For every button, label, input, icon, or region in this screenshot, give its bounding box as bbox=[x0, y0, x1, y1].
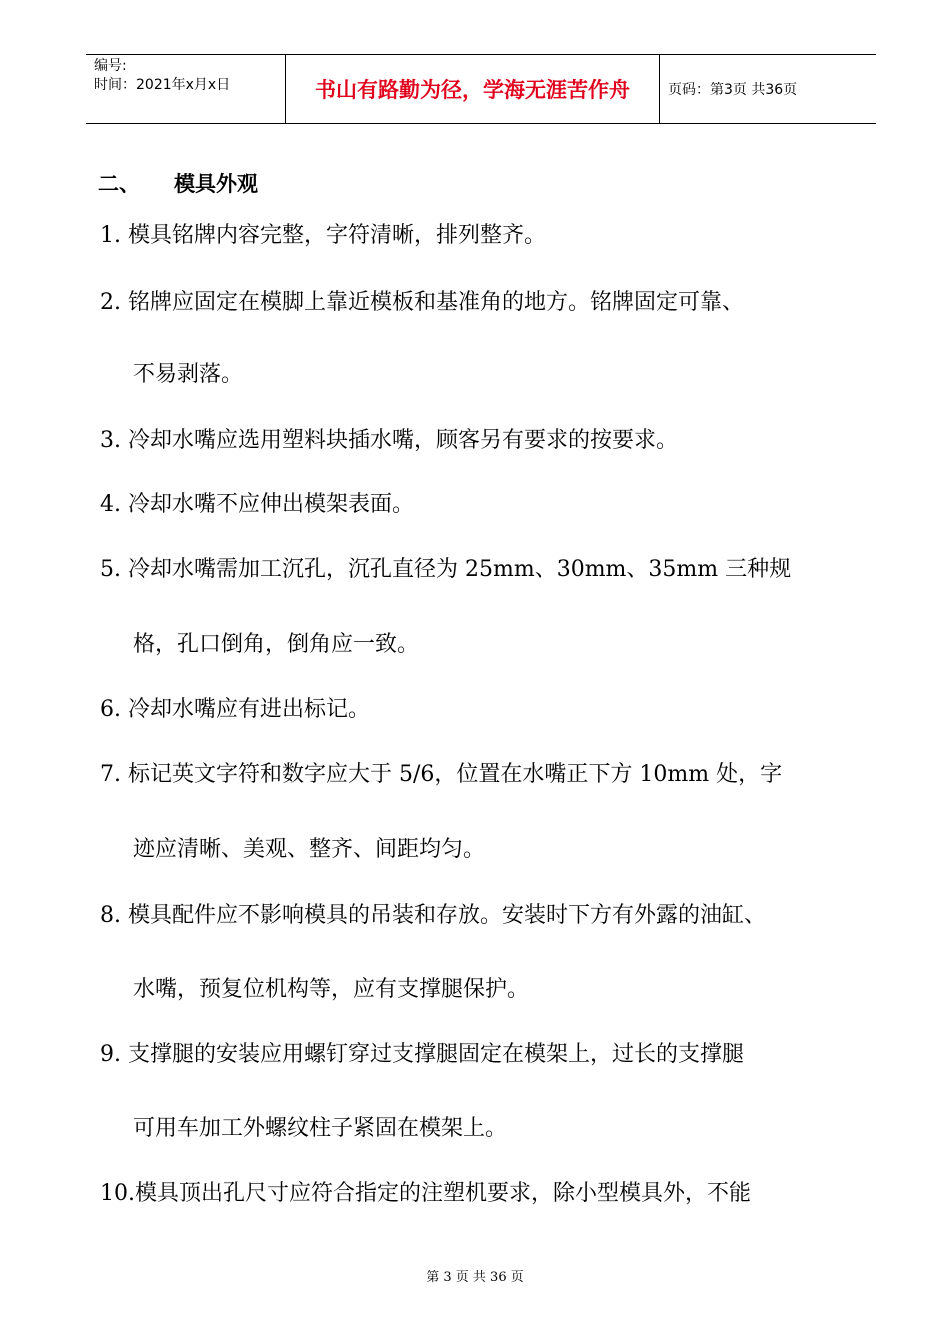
body-line: 1. 模具铭牌内容完整，字符清晰，排列整齐。 bbox=[100, 223, 546, 248]
time-label: 时间：2021年x月x日 bbox=[94, 77, 231, 93]
body-line: 5. 冷却水嘴需加工沉孔，沉孔直径为 25mm、30mm、35mm 三种规 bbox=[100, 557, 792, 582]
body-line: 6. 冷却水嘴应有进出标记。 bbox=[100, 697, 370, 722]
body-line: 不易剥落。 bbox=[133, 362, 244, 387]
body-line: 格，孔口倒角，倒角应一致。 bbox=[133, 632, 420, 657]
header-meta bbox=[86, 55, 286, 123]
header-page-label: 页码：第3页 共36页 bbox=[668, 82, 798, 98]
header-motto: 书山有路勤为径，学海无涯苦作舟 bbox=[286, 55, 660, 123]
section-index: 二、 bbox=[98, 172, 140, 196]
body-line: 3. 冷却水嘴应选用塑料块插水嘴，顾客另有要求的按要求。 bbox=[100, 428, 678, 453]
body-line: 迹应清晰、美观、整齐、间距均匀。 bbox=[133, 837, 486, 862]
section-heading bbox=[98, 168, 258, 198]
number-label: 编号: bbox=[94, 58, 127, 74]
page-footer: 第 3 页 共 36 页 bbox=[426, 1270, 524, 1285]
body-line: 8. 模具配件应不影响模具的吊装和存放。安装时下方有外露的油缸、 bbox=[100, 903, 766, 928]
body-line: 9. 支撑腿的安装应用螺钉穿过支撑腿固定在模架上，过长的支撑腿 bbox=[100, 1042, 744, 1067]
section-title: 模具外观 bbox=[174, 172, 258, 196]
page-header bbox=[86, 54, 876, 124]
body-line: 水嘴，预复位机构等，应有支撑腿保护。 bbox=[133, 977, 530, 1002]
body-line: 可用车加工外螺纹柱子紧固在模架上。 bbox=[133, 1116, 508, 1141]
body-line: 10.模具顶出孔尺寸应符合指定的注塑机要求，除小型模具外，不能 bbox=[100, 1181, 751, 1206]
body-line: 7. 标记英文字符和数字应大于 5/6，位置在水嘴正下方 10mm 处，字 bbox=[100, 762, 783, 787]
body-line: 2. 铭牌应固定在模脚上靠近模板和基准角的地方。铭牌固定可靠、 bbox=[100, 290, 744, 315]
body-line: 4. 冷却水嘴不应伸出模架表面。 bbox=[100, 492, 414, 517]
